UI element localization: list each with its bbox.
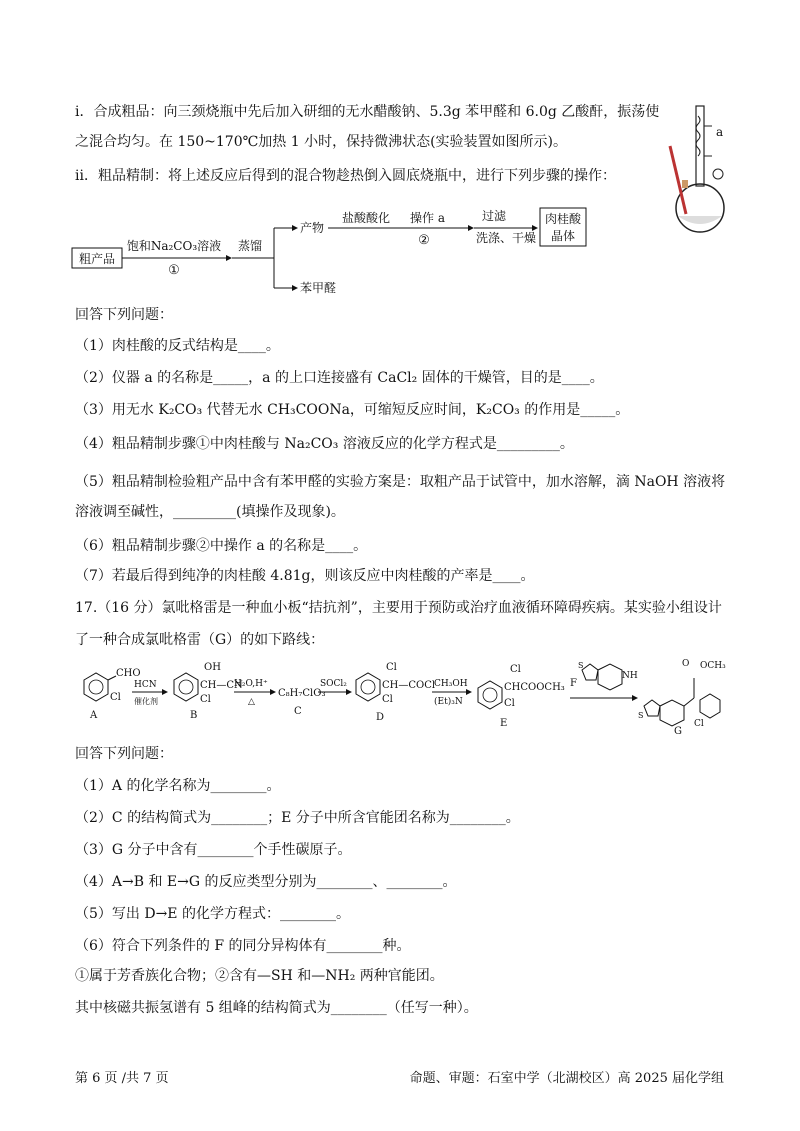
- A-cl: Cl: [110, 692, 121, 703]
- reagent-delta: △: [248, 697, 255, 707]
- reagent-socl2: SOCl₂: [320, 679, 347, 689]
- flow-crude: 粗产品: [78, 252, 116, 266]
- q17-head2: 了一种合成氯吡格雷（G）的如下路线：: [75, 632, 325, 648]
- label-A: A: [90, 710, 98, 721]
- flow-op-a: 操作 a: [410, 211, 445, 225]
- page-number: 第 6 页 /共 7 页: [75, 1071, 169, 1086]
- label-C: C: [294, 706, 302, 717]
- B-cl: Cl: [200, 694, 211, 705]
- q17-item-4: （4）A→B 和 E→G 的反应类型分别为________、________。: [75, 874, 457, 890]
- reagent-cat: 催化剂: [134, 697, 158, 706]
- label-B: B: [190, 710, 198, 721]
- F-label: F: [570, 678, 577, 689]
- q17-item-6: （6）符合下列条件的 F 的同分异构体有________种。: [75, 938, 411, 954]
- flow-reagent1: 饱和Na₂CO₃溶液: [126, 239, 222, 253]
- flow-step2: ②: [418, 233, 430, 248]
- E-ester: CHCOOCH₃: [504, 682, 565, 693]
- reagent-ch3oh: CH₃OH: [434, 679, 468, 689]
- q16-item-6: （6）粗品精制步骤②中操作 a 的名称是____。: [75, 538, 368, 554]
- flow-acidify: 盐酸酸化: [342, 211, 391, 225]
- flow-final-2: 晶体: [550, 229, 576, 243]
- purification-flowchart: [70, 200, 600, 300]
- q17-item-5: （5）写出 D→E 的化学方程式：________。: [75, 906, 350, 922]
- flow-distill: 蒸馏: [237, 239, 263, 253]
- q16-item-4: （4）粗品精制步骤①中肉桂酸与 Na₂CO₃ 溶液反应的化学方程式是_________。: [75, 436, 574, 452]
- apparatus-figure: [660, 96, 740, 236]
- q17-last: 其中核磁共振氢谱有 5 组峰的结构简式为________（任写一种）。: [75, 1000, 478, 1016]
- synthesis-scheme: [70, 658, 740, 736]
- G-s: S: [638, 711, 644, 720]
- q17-intro: 回答下列问题：: [75, 746, 173, 762]
- G-cl: Cl: [694, 719, 704, 729]
- E-cl-top: Cl: [510, 664, 521, 675]
- part1-line1: i．合成粗品：向三颈烧瓶中先后加入研细的无水醋酸钠、5.3g 苯甲醛和 6.0g 乙酸酐，振荡使: [75, 104, 660, 120]
- flow-step1: ①: [168, 263, 180, 278]
- D-cl: Cl: [382, 694, 393, 705]
- flow-product: 产物: [300, 221, 325, 235]
- q17-item-1: （1）A 的化学名称为________。: [75, 778, 281, 794]
- F-s: S: [578, 661, 584, 670]
- F-nh: NH: [622, 671, 638, 681]
- flow-final-1: 肉桂酸: [544, 212, 582, 226]
- q16-item-5: （5）粗品精制检验粗产品中含有苯甲醛的实验方案是：取粗产品于试管中，加水溶解，滴 NaOH 溶液将: [75, 474, 726, 490]
- q16-item-1: （1）肉桂酸的反式结构是____。: [75, 338, 280, 354]
- B-oh: OH: [204, 662, 221, 673]
- label-G: G: [674, 726, 682, 736]
- part1-line2: 之混合均匀。在 150~170℃加热 1 小时，保持微沸状态(实验装置如图所示)。: [75, 134, 568, 150]
- B-cn: CH—CN: [200, 680, 243, 691]
- reagent-h2o: H₂O,H⁺: [234, 679, 268, 689]
- C-formula: C₈H₇ClO₃: [278, 688, 326, 699]
- q17-item-3: （3）G 分子中含有________个手性碳原子。: [75, 842, 352, 858]
- D-cl-top: Cl: [386, 662, 397, 673]
- D-cocl: CH—COCl: [382, 680, 436, 691]
- q17-conditions: ①属于芳香族化合物；②含有—SH 和—NH₂ 两种官能团。: [75, 968, 444, 984]
- q16-item-7: （7）若最后得到纯净的肉桂酸 4.81g，则该反应中肉桂酸的产率是____。: [75, 568, 535, 584]
- part1-line3: ii．粗品精制：将上述反应后得到的混合物趁热倒入圆底烧瓶中，进行下列步骤的操作：: [75, 168, 616, 184]
- flow-wash-dry: 洗涤、干燥: [476, 231, 537, 245]
- A-cho: CHO: [116, 668, 141, 679]
- q16-item-5b: 溶液调至碱性，_________(填操作及现象)。: [75, 504, 345, 520]
- reagent-et3n: (Et)₃N: [434, 697, 463, 707]
- E-cl: Cl: [504, 698, 515, 709]
- flow-benzaldehyde: 苯甲醛: [300, 281, 337, 295]
- label-D: D: [376, 712, 385, 723]
- flow-filter: 过滤: [482, 209, 507, 223]
- q16-intro: 回答下列问题：: [75, 307, 173, 323]
- footer-credit: 命题、审题：石室中学（北湖校区）高 2025 届化学组: [409, 1071, 724, 1086]
- q17-item-2: （2）C 的结构简式为________；E 分子中所含官能团名称为________。: [75, 810, 520, 826]
- q17-head1: 17.（16 分）氯吡格雷是一种血小板“拮抗剂”，主要用于预防或治疗血液循环障碍疾病。某实验小组设计: [75, 600, 722, 616]
- q16-item-2: （2）仪器 a 的名称是_____，a 的上口连接盛有 CaCl₂ 固体的干燥管，目的是____。: [75, 370, 604, 386]
- q16-item-3: （3）用无水 K₂CO₃ 代替无水 CH₃COONa，可缩短反应时间，K₂CO₃ 的作用是_____。: [75, 402, 630, 418]
- reagent-hcn: HCN: [134, 680, 157, 690]
- label-E: E: [500, 718, 508, 729]
- G-o: O: [682, 659, 690, 669]
- G-och3: OCH₃: [700, 661, 726, 671]
- label-a: a: [716, 125, 724, 139]
